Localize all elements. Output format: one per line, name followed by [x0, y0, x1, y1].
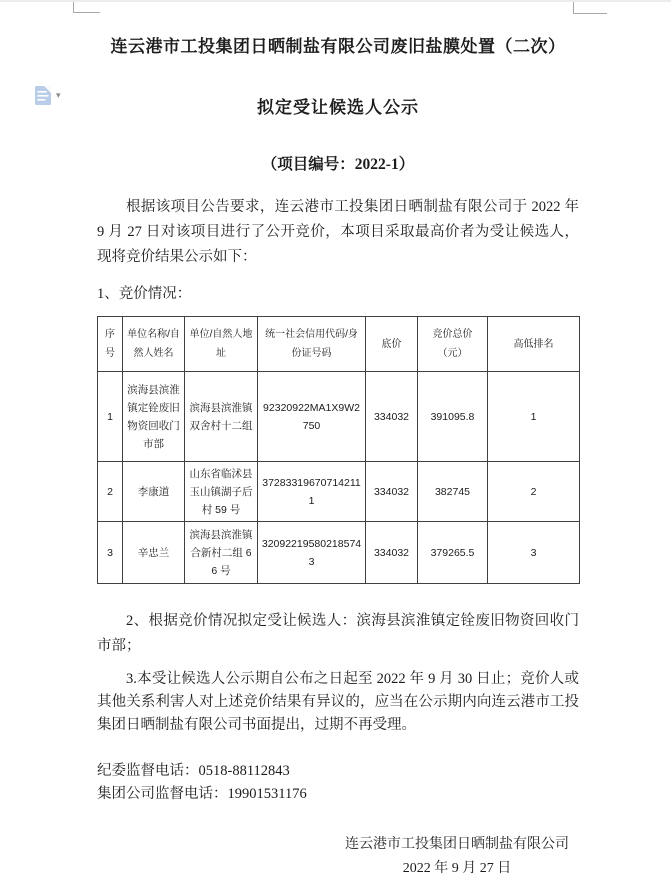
cell-bidder-name: 李康道 [123, 462, 185, 522]
col-header-address: 单位/自然人地址 [185, 317, 258, 372]
cell-credit-code: 320922195802185743 [258, 522, 366, 584]
cell-bidder-name: 滨海县滨淮镇定铨废旧物资回收门市部 [123, 372, 185, 462]
signature-company: 连云港市工投集团日晒制盐有限公司 [345, 837, 569, 852]
cell-base-price: 334032 [366, 372, 418, 462]
cell-index: 2 [98, 462, 123, 522]
clipboard-paste-icon [34, 85, 52, 106]
cell-index: 1 [98, 372, 123, 462]
signature-date: 2022 年 9 月 27 日 [402, 861, 512, 876]
intro-paragraph: 根据该项目公告要求，连云港市工投集团日晒制盐有限公司于 2022 年 9 月 27 日对该项目进行了公开竞价，本项目采取最高价者为受让候选人，现将竞价结果公示如下： [97, 199, 579, 265]
document-content [97, 2, 579, 876]
candidate-paragraph: 2、根据竞价情况拟定受让候选人：滨海县滨淮镇定铨废旧物资回收门市部； [97, 613, 579, 654]
signature-block [335, 833, 579, 876]
discipline-phone-line: 纪委监督电话：0518-88112843 [97, 763, 290, 779]
cell-bidder-name: 辛忠兰 [123, 522, 185, 584]
paste-options-button[interactable] [34, 82, 74, 108]
table-header-row [98, 317, 580, 372]
doc-title-line1: 连云港市工投集团日晒制盐有限公司废旧盐膜处置（二次） [110, 37, 566, 56]
section1-label: 1、竞价情况： [97, 286, 192, 302]
cell-rank: 2 [488, 462, 580, 522]
margin-crop-mark-left-horizontal [73, 12, 100, 13]
cell-base-price: 334032 [366, 462, 418, 522]
col-header-index: 序号 [98, 317, 123, 372]
doc-title-project-number: （项目编号：2022-1） [261, 156, 415, 173]
table-row [98, 372, 580, 462]
cell-address: 山东省临沭县玉山镇湖子后村 59 号 [185, 462, 258, 522]
cell-address: 滨海县滨淮镇双舍村十二组 [185, 372, 258, 462]
col-header-bidder-name: 单位名称/自然人姓名 [123, 317, 185, 372]
doc-title-line2: 拟定受让候选人公示 [257, 98, 419, 117]
cell-rank: 3 [488, 522, 580, 584]
margin-crop-mark-left-vertical [73, 2, 74, 12]
col-header-rank: 高低排名 [488, 317, 580, 372]
cell-credit-code: 372833196707142111 [258, 462, 366, 522]
dropdown-arrow-icon: ▾ [56, 89, 61, 100]
cell-address: 滨海县滨淮镇合新村二组 66 号 [185, 522, 258, 584]
cell-total-bid: 379265.5 [418, 522, 488, 584]
cell-rank: 1 [488, 372, 580, 462]
objection-paragraph: 3.本受让候选人公示期自公布之日起至 2022 年 9 月 30 日止；竞价人或其他关系利害人对上述竞价结果有异议的，应当在公示期内向连云港市工投集团日晒制盐有限公司书面提出，过期不再受理。 [97, 671, 579, 733]
col-header-base-price: 底价 [366, 317, 418, 372]
cell-credit-code: 92320922MA1X9W2750 [258, 372, 366, 462]
col-header-total-bid: 竞价总价（元） [418, 317, 488, 372]
group-phone-line: 集团公司监督电话：19901531176 [97, 786, 307, 802]
table-row [98, 462, 580, 522]
cell-base-price: 334032 [366, 522, 418, 584]
cell-total-bid: 382745 [418, 462, 488, 522]
table-row [98, 522, 580, 584]
cell-index: 3 [98, 522, 123, 584]
supervision-phones [97, 760, 579, 806]
bid-results-table [97, 316, 580, 584]
col-header-credit-code: 统一社会信用代码/身份证号码 [258, 317, 366, 372]
cell-total-bid: 391095.8 [418, 372, 488, 462]
